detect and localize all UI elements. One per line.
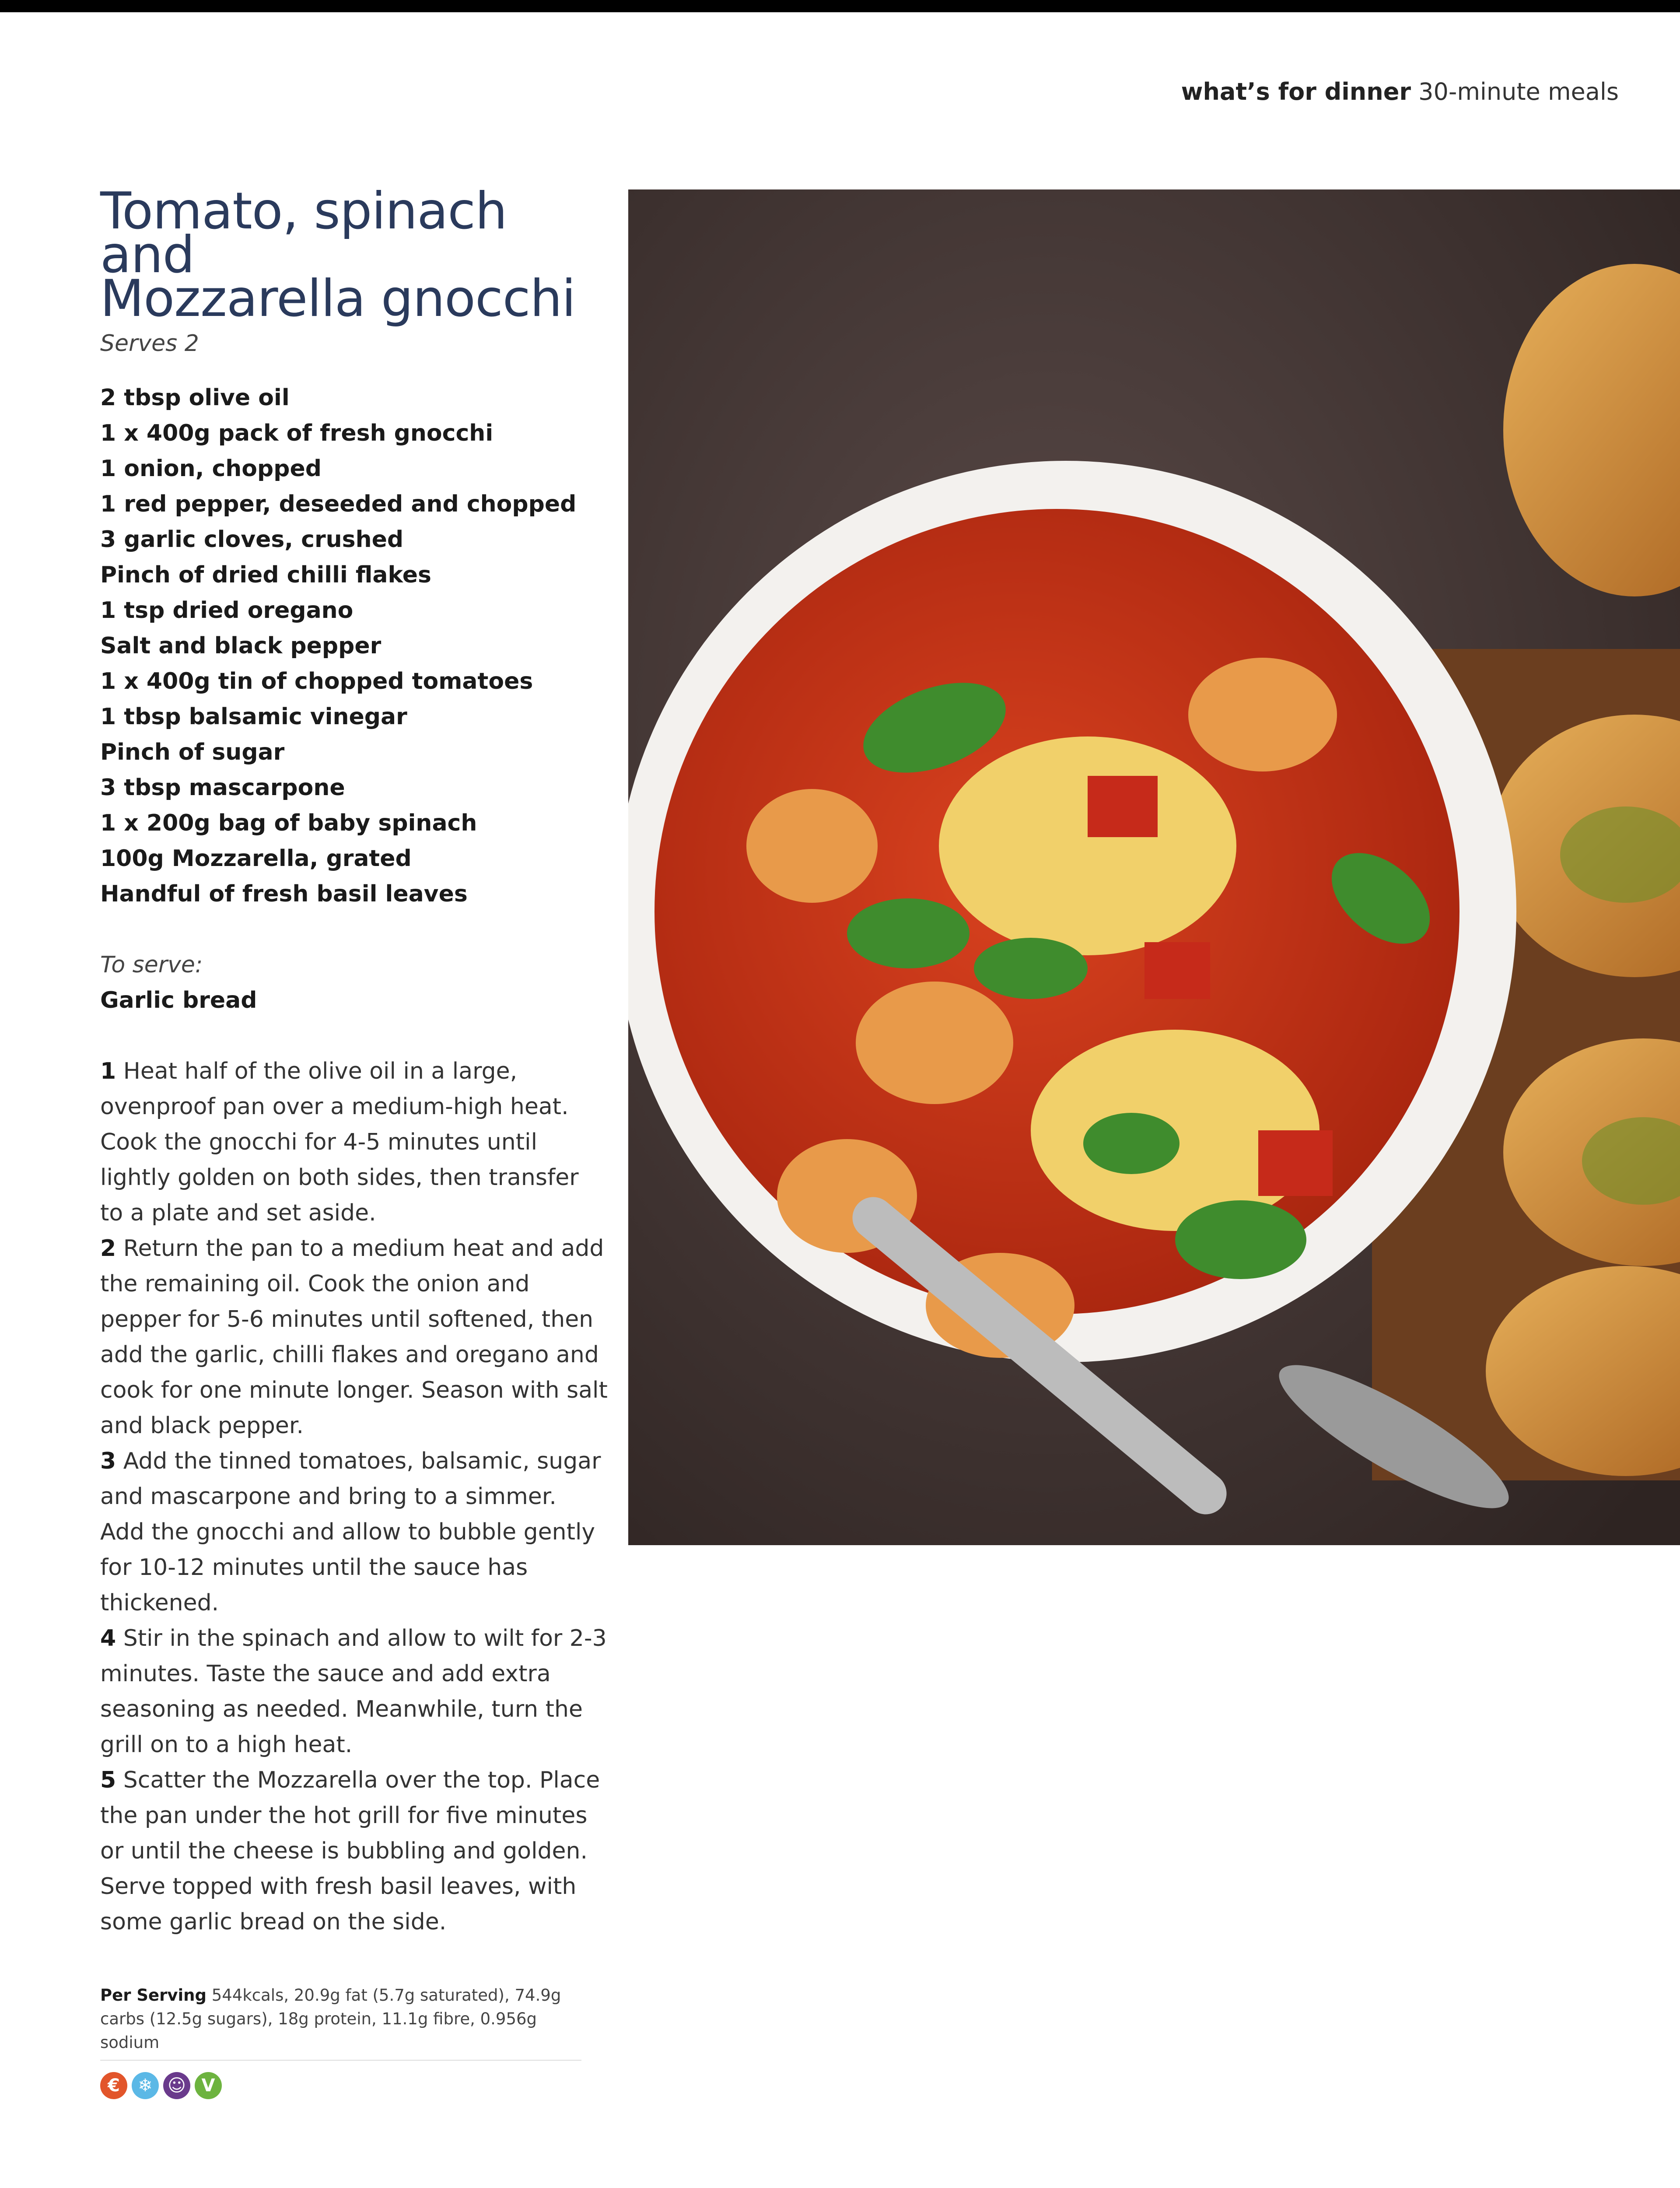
ingredient-item: 1 x 200g bag of baby spinach — [100, 810, 477, 836]
snowflake-icon: ❄ — [132, 2072, 159, 2099]
ingredient-item: 1 onion, chopped — [100, 456, 322, 482]
to-serve-item: Garlic bread — [100, 987, 257, 1013]
smiley-icon: ☺ — [163, 2072, 190, 2099]
section-header — [1181, 78, 1619, 105]
vegetarian-icon: V — [195, 2072, 222, 2099]
method-step — [100, 1621, 608, 1763]
step-text: Stir in the spinach and allow to wilt for 2-3 minutes. Taste the sauce and add extra seasoning as needed. Meanwhile, turn the grill on to a high heat. — [100, 1625, 607, 1758]
ingredient-item: 2 tbsp olive oil — [100, 385, 290, 411]
step-number: 1 — [100, 1058, 116, 1084]
ingredient-item: 3 garlic cloves, crushed — [100, 526, 404, 553]
to-serve-label: To serve: — [100, 952, 203, 978]
nutrition-info — [100, 1984, 581, 2061]
ingredient-item: 3 tbsp mascarpone — [100, 775, 345, 801]
nutrition-label: Per Serving — [100, 1986, 206, 2005]
method-step — [100, 1231, 608, 1444]
step-number: 5 — [100, 1767, 116, 1793]
method-step — [100, 1763, 608, 1940]
method-step — [100, 1054, 608, 1231]
recipe-photo — [628, 189, 1680, 1545]
ingredient-item: 100g Mozzarella, grated — [100, 845, 412, 872]
ingredient-item: Pinch of dried chilli flakes — [100, 562, 431, 588]
magazine-page — [0, 12, 1680, 2188]
step-text: Return the pan to a medium heat and add the remaining oil. Cook the onion and pepper for 5-6 minutes until softened, then add the garlic, chilli flakes and oregano and cook for one minute longer. Season with salt and black pepper. — [100, 1235, 608, 1439]
method-step — [100, 1444, 608, 1621]
recipe-title-line-2: Mozzarella gnocchi — [100, 269, 576, 328]
servings: Serves 2 — [100, 330, 199, 357]
step-number: 3 — [100, 1448, 116, 1474]
ingredient-item: Pinch of sugar — [100, 739, 285, 765]
euro-icon: € — [100, 2072, 127, 2099]
section-name: what’s for dinner — [1181, 78, 1411, 105]
recipe-title — [100, 182, 608, 328]
ingredient-item: 1 x 400g pack of fresh gnocchi — [100, 420, 494, 446]
ingredient-item: 1 tsp dried oregano — [100, 597, 354, 624]
ingredient-item: 1 x 400g tin of chopped tomatoes — [100, 668, 533, 694]
recipe-column — [100, 182, 608, 2099]
step-text: Scatter the Mozzarella over the top. Place the pan under the hot grill for five minutes or until the cheese is bubbling and golden. Serve topped with fresh basil leaves, with some garlic bread on the side. — [100, 1767, 600, 1935]
ingredient-item: Handful of fresh basil leaves — [100, 881, 468, 907]
ingredient-item: Salt and black pepper — [100, 633, 382, 659]
diet-badges — [100, 2072, 608, 2099]
step-number: 4 — [100, 1625, 116, 1652]
ingredient-list — [100, 380, 608, 912]
step-number: 2 — [100, 1235, 116, 1262]
nutrition-values: 544kcals, 20.9g fat (5.7g saturated), 74.9g carbs (12.5g sugars), 18g protein, 11.1g fibre, 0.956g sodium — [100, 1986, 561, 2052]
method-steps — [100, 1054, 608, 1940]
recipe-title-line-1: Tomato, spinach and — [100, 182, 507, 284]
section-subtitle: 30-minute meals — [1418, 78, 1619, 105]
ingredient-item: 1 tbsp balsamic vinegar — [100, 704, 407, 730]
step-text: Heat half of the olive oil in a large, ovenproof pan over a medium-high heat. Cook the gnocchi for 4-5 minutes until lightly golden on both sides, then transfer to a plate and set aside. — [100, 1058, 579, 1226]
ingredient-item: 1 red pepper, deseeded and chopped — [100, 491, 577, 517]
step-text: Add the tinned tomatoes, balsamic, sugar and mascarpone and bring to a simmer. Add the gnocchi and allow to bubble gently for 10-12 minutes until the sauce has thickened. — [100, 1448, 601, 1616]
